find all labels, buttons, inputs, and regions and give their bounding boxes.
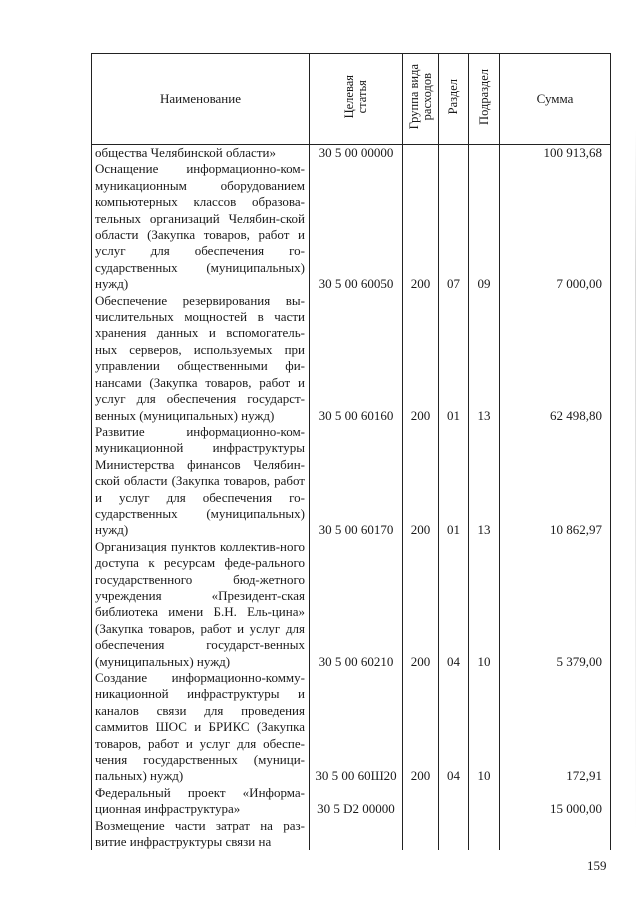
row-name: Развитие информационно-ком-муникационной инфраструктуры Министерства финансов Челябин-ской области (Закупка товаров, работ и услуг для обеспечения го-сударственных (муниципальных) нужд) [92,424,310,539]
header-name: Наименование [92,54,310,145]
scan-edge-shadow [635,130,636,830]
row-section: 04 [439,539,469,670]
row-amount: 15 000,00 [500,785,611,818]
row-name: Создание информационно-комму-никационной инфраструктуры и каналов связи для проведения саммитов ШОС и БРИКС (Закупка товаров, работ и услуг для обеспе-чения государственных (муници-пальных) нужд) [92,670,310,785]
row-amount: 172,91 [500,670,611,785]
row-section: 01 [439,293,469,424]
row-amount: 5 379,00 [500,539,611,670]
row-target-article: 30 5 00 60170 [310,424,403,539]
row-section: 04 [439,670,469,785]
table-row [92,785,611,818]
row-expense-group [403,785,439,818]
header-amount: Сумма [500,54,611,145]
row-amount: 100 913,68 [500,145,611,162]
row-subsection: 13 [469,293,500,424]
budget-table [91,53,611,850]
row-name: Федеральный проект «Информа-ционная инфраструктура» [92,785,310,818]
header-target-article: Целевая статья [310,54,403,145]
row-subsection [469,818,500,851]
row-amount: 7 000,00 [500,161,611,292]
row-name: Оснащение информационно-ком-муникационным оборудованием компьютерных классов образова-тельных организаций Челябин-ской области (Закупка товаров, работ и услуг для обеспечения го-сударственных (муниципальных) нужд) [92,161,310,292]
row-section: 01 [439,424,469,539]
page-number: 159 [587,858,607,873]
row-target-article: 30 5 00 00000 [310,145,403,162]
row-amount: 62 498,80 [500,293,611,424]
header-expense-group: Группа вида расходов [403,54,439,145]
row-subsection [469,145,500,162]
table-row [92,818,611,851]
header-section: Раздел [439,54,469,145]
table-row [92,539,611,670]
table-row [92,670,611,785]
table-row [92,145,611,162]
table-body [92,145,611,851]
row-subsection: 10 [469,670,500,785]
row-subsection: 10 [469,539,500,670]
row-expense-group: 200 [403,293,439,424]
table-row [92,293,611,424]
row-expense-group: 200 [403,161,439,292]
row-target-article: 30 5 00 60050 [310,161,403,292]
row-section [439,785,469,818]
row-name: Обеспечение резервирования вы-числительных мощностей в части хранения данных и вспомогатель-ных серверов, используемых при управлении общественными фи-нансами (Закупка товаров, работ и услуг для обеспечения государст-венных (муниципальных) нужд) [92,293,310,424]
row-section: 07 [439,161,469,292]
table-row [92,161,611,292]
row-expense-group [403,145,439,162]
row-amount: 10 862,97 [500,424,611,539]
table-row [92,424,611,539]
row-amount [500,818,611,851]
row-section [439,818,469,851]
row-subsection: 13 [469,424,500,539]
row-subsection [469,785,500,818]
row-target-article [310,818,403,851]
row-expense-group: 200 [403,539,439,670]
row-name: Возмещение части затрат на раз-витие инфраструктуры связи на [92,818,310,851]
row-target-article: 30 5 00 60160 [310,293,403,424]
header-subsection: Подраздел [469,54,500,145]
row-target-article: 30 5 00 60Ш20 [310,670,403,785]
row-target-article: 30 5 D2 00000 [310,785,403,818]
row-subsection: 09 [469,161,500,292]
row-section [439,145,469,162]
row-target-article: 30 5 00 60210 [310,539,403,670]
table-header [92,54,611,145]
row-name: общества Челябинской области» [92,145,310,162]
row-expense-group [403,818,439,851]
row-expense-group: 200 [403,424,439,539]
row-name: Организация пунктов коллектив-ного доступа к ресурсам феде-рального государственного бюд-жетного учреждения «Президент-ская библиотека имени Б.Н. Ель-цина» (Закупка товаров, работ и услуг для обеспечения государст-венных (муниципальных) нужд) [92,539,310,670]
row-expense-group: 200 [403,670,439,785]
